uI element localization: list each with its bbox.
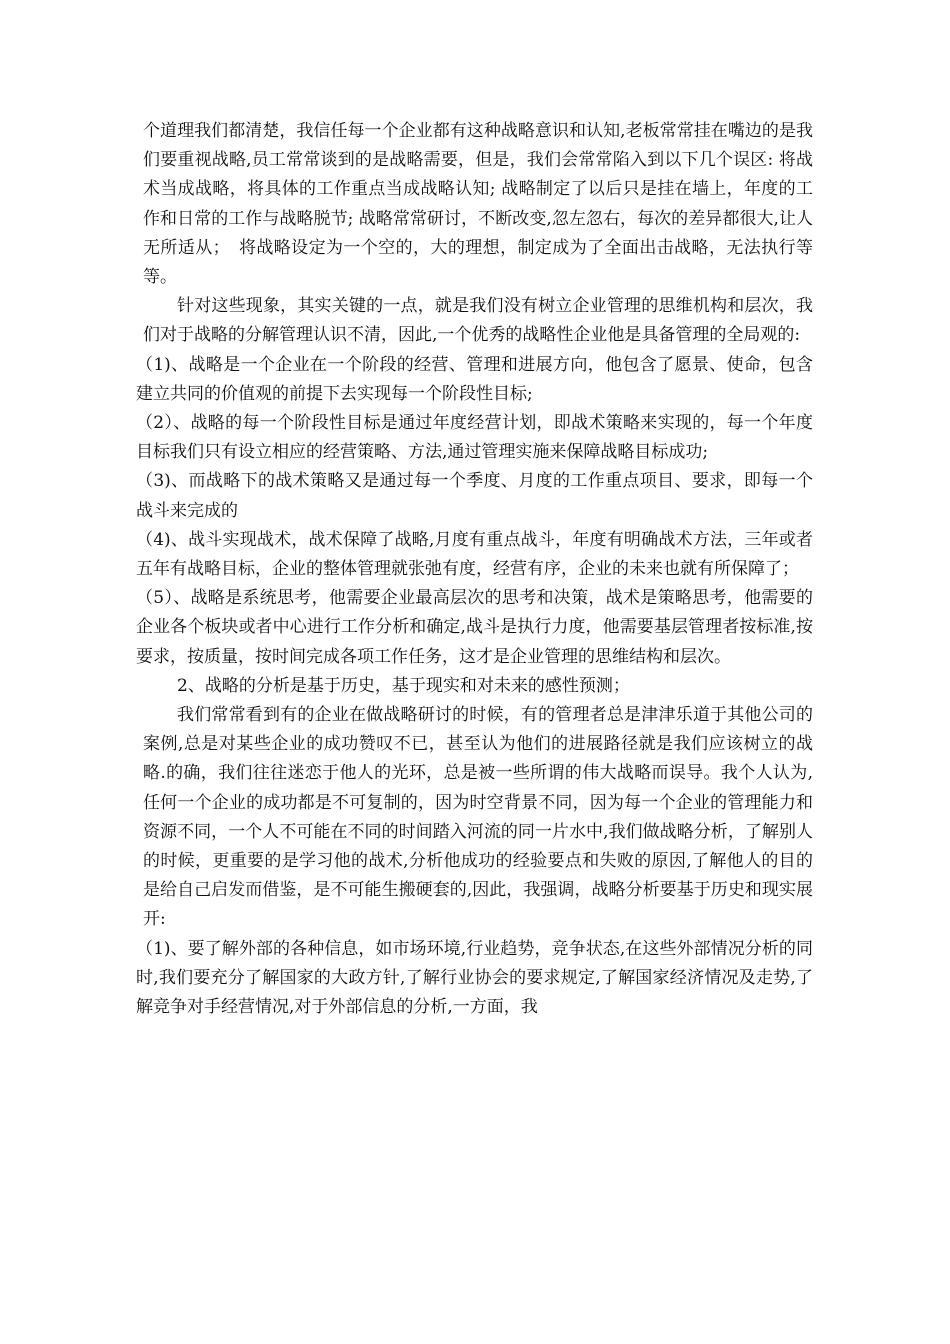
list-item-external-info: （1)、要了解外部的各种信息，如市场环境,行业趋势，竞争状态,在这些外部情况分析的同时,我们要充分了解国家的大政方针,了解行业协会的要求规定,了解国家经济情况及走势,了解竞争对手经营情况,对于外部信息的分析,一方面，我 bbox=[136, 938, 813, 1018]
section-heading-2: 2、战略的分析是基于历史，基于现实和对未来的感性预测； bbox=[177, 675, 630, 696]
paragraph-phenomena: 针对这些现象，其实关键的一点，就是我们没有树立企业管理的思维机构和层次，我们对于战略的分解管理认识不清，因此,一个优秀的战略性企业他是具备管理的全局观的: bbox=[143, 296, 813, 346]
document-body bbox=[136, 117, 813, 1022]
list-item-2: （2）、战略的每一个阶段性目标是通过年度经营计划，即战术策略来实现的，每一个年度目标我们只有设立相应的经营策略、方法,通过管理实施来保障战略目标成功; bbox=[136, 413, 813, 463]
list-item-3: （3)、而战略下的战术策略又是通过每一个季度、月度的工作重点项目、要求，即每一个战斗来完成的 bbox=[136, 471, 813, 521]
list-item-5: （5）、战略是系统思考，他需要企业最高层次的思考和决策，战术是策略思考，他需要的企业各个板块或者中心进行工作分析和确定,战斗是执行力度，他需要基层管理者按标准,按要求，按质量，按时间完成各项工作任务，这才是企业管理的思维结构和层次。 bbox=[136, 588, 813, 667]
paragraph-intro: 个道理我们都清楚，我信任每一个企业都有这种战略意识和认知,老板常常挂在嘴边的是我们要重视战略,员工常常谈到的是战略需要，但是，我们会常常陷入到以下几个误区: 将战术当成战略，将具体的工作重点当成战略认知; 战略制定了以后只是挂在墙上，年度的工作和日常的工作与战略脱节; 战略常常研讨，不断改变,忽左忽右，每次的差异都很大,让人无所适从； 将战略设定为一个空的，大的理想，制定成为了全面出击战略，无法执行等等。 bbox=[143, 121, 813, 288]
paragraph-analysis: 我们常常看到有的企业在做战略研讨的时候，有的管理者总是津津乐道于其他公司的案例,总是对某些企业的成功赞叹不已，甚至认为他们的进展路径就是我们应该树立的战略.的确，我们往往迷恋于他人的光环，总是被一些所谓的伟大战略而误导。我个人认为,任何一个企业的成功都是不可复制的，因为时空背景不同，因为每一个企业的管理能力和资源不同，一个人不可能在不同的时间踏入河流的同一片水中,我们做战略分析，了解别人的时候，更重要的是学习他的战术,分析他成功的经验要点和失败的原因,了解他人的目的是给自己启发而借鉴，是不可能生搬硬套的,因此，我强调，战略分析要基于历史和现实展开: bbox=[143, 705, 813, 930]
list-item-1: （1)、战略是一个企业在一个阶段的经营、管理和进展方向，他包含了愿景、使命，包含建立共同的价值观的前提下去实现每一个阶段性目标; bbox=[136, 354, 813, 404]
list-item-4: （4)、战斗实现战术，战术保障了战略,月度有重点战斗，年度有明确战术方法，三年或者五年有战略目标，企业的整体管理就张弛有度，经营有序，企业的未来也就有所保障了； bbox=[136, 529, 813, 580]
